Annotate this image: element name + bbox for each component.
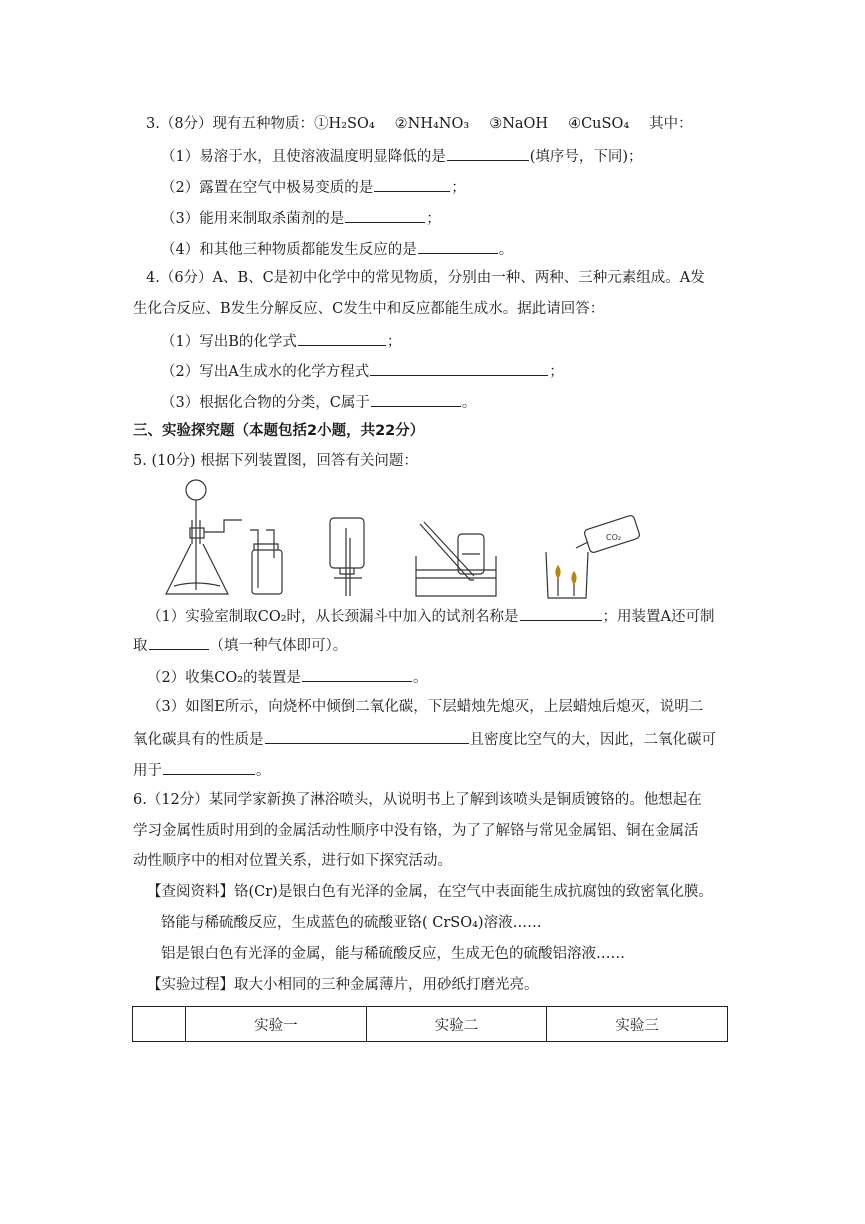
q4-part3	[161, 391, 476, 413]
answer-blank[interactable]	[371, 391, 461, 407]
process-text: 取大小相同的三种金属薄片，用砂纸打磨光亮。	[234, 977, 539, 993]
q3-option-4: ④CuSO₄	[568, 116, 630, 132]
q3-option-1: ①H₂SO₄	[314, 116, 375, 132]
info-label: 【查阅资料】	[147, 884, 234, 900]
q4-part1-text: （1）写出B的化学式	[161, 334, 297, 350]
q3-part4	[161, 238, 513, 260]
apparatus-d-trough	[416, 522, 496, 596]
answer-blank[interactable]	[149, 634, 209, 650]
q5-part1-line2	[133, 634, 347, 656]
q4-part2-suffix: ；	[549, 364, 564, 380]
table-row	[133, 1007, 728, 1042]
q3-part3-suffix: ；	[426, 211, 441, 227]
q6-info-line2: 铬能与稀硫酸反应，生成蓝色的硫酸亚铬( CrSO₄)溶液……	[161, 915, 542, 931]
q4-stem-line1: 4.（6分）A、B、C是初中化学中的常见物质，分别由一种、两种、三种元素组成。A发	[146, 270, 705, 286]
q3-stem-suffix: 其中：	[649, 116, 693, 132]
q4-part3-text: （3）根据化合物的分类，C属于	[161, 395, 370, 411]
q3-part1	[161, 145, 643, 167]
q6-stem-line2: 学习金属性质时用到的金属活动性顺序中没有铬，为了了解铬与常见金属铝、铜在金属活	[133, 823, 699, 839]
q3-part3-text: （3）能用来制取杀菌剂的是	[161, 211, 345, 227]
q4-part1-suffix: ；	[386, 334, 402, 350]
q5-part3-line1: （3）如图E所示，向烧杯中倾倒二氧化碳，下层蜡烛先熄灭，上层蜡烛后熄灭，说明二	[147, 699, 704, 715]
q3-option-2: ②NH₄NO₃	[394, 116, 470, 132]
apparatus-figure	[162, 478, 652, 600]
q6-info-line1	[147, 882, 713, 902]
q3-part2	[161, 176, 466, 198]
q5-part1-line2-suffix: （填一种气体即可）。	[209, 638, 348, 654]
q5-part3-line3	[133, 759, 271, 781]
q5-part3-line3-text: 用于	[133, 763, 162, 779]
apparatus-b-bottle	[250, 530, 282, 594]
q5-part2	[147, 666, 428, 688]
info-text: 铬(Cr)是银白色有光泽的金属，在空气中表面能生成抗腐蚀的致密氧化膜。	[234, 884, 713, 900]
table-header-cell: 实验三	[547, 1007, 728, 1042]
q3-stem	[146, 114, 693, 134]
q4-part1	[161, 330, 401, 352]
q5-part1-text: （1）实验室制取CO₂时，从长颈漏斗中加入的试剂名称是	[147, 609, 519, 625]
apparatus-e-beaker	[546, 515, 640, 598]
q3-part3	[161, 207, 441, 229]
q5-part2-suffix: 。	[413, 670, 428, 686]
answer-blank[interactable]	[370, 360, 548, 376]
q3-part4-suffix: 。	[498, 242, 514, 258]
q3-part1-text: （1）易溶于水，且使溶液温度明显降低的是	[161, 149, 446, 165]
q5-part1	[147, 605, 715, 627]
q6-info-line3: 铝是银白色有光泽的金属，能与稀硫酸反应，生成无色的硫酸铝溶液……	[161, 946, 625, 962]
answer-blank[interactable]	[345, 207, 425, 223]
answer-blank[interactable]	[302, 666, 412, 682]
q3-part2-suffix: ；	[451, 180, 466, 196]
q3-part4-text: （4）和其他三种物质都能发生反应的是	[161, 242, 417, 258]
q4-part2-text: （2）写出A生成水的化学方程式	[161, 364, 370, 380]
answer-blank[interactable]	[374, 176, 450, 192]
q5-part3-line2-text: 氧化碳具有的性质是	[133, 732, 264, 748]
answer-blank[interactable]	[418, 238, 498, 254]
q5-part3-line2	[133, 728, 716, 750]
apparatus-c-bottle	[330, 518, 364, 596]
q5-part3-line3-suffix: 。	[256, 763, 271, 779]
answer-blank[interactable]	[447, 145, 529, 161]
experiment-table	[132, 1006, 728, 1042]
answer-blank[interactable]	[265, 728, 469, 744]
q5-stem: 5. (10分) 根据下列装置图，回答有关问题：	[133, 453, 418, 469]
table-header-cell	[133, 1007, 186, 1042]
q5-part3-line2-suffix: 且密度比空气的大，因此，二氧化碳可	[469, 732, 716, 748]
q3-stem-text: 3.（8分）现有五种物质：	[146, 116, 315, 132]
q3-option-3: ③NaOH	[489, 116, 549, 132]
table-header-cell: 实验二	[366, 1007, 547, 1042]
q4-stem-line2: 生化合反应、B发生分解反应、C发生中和反应都能生成水。据此请回答：	[133, 301, 605, 317]
process-label: 【实验过程】	[147, 977, 234, 993]
answer-blank[interactable]	[298, 330, 386, 346]
q5-part1-line2-text: 取	[133, 638, 148, 654]
q4-part2	[161, 360, 564, 382]
q5-part1-suffix: ；用装置A还可制	[602, 609, 715, 625]
q5-part2-text: （2）收集CO₂的装置是	[147, 670, 302, 686]
q6-stem-line1: 6.（12分）某同学家新换了淋浴喷头，从说明书上了解到该喷头是铜质镀铬的。他想起在	[133, 792, 702, 808]
answer-blank[interactable]	[163, 759, 255, 775]
q3-part1-suffix: (填序号，下同)；	[529, 149, 643, 165]
table-header-cell: 实验一	[186, 1007, 367, 1042]
q3-part2-text: （2）露置在空气中极易变质的是	[161, 180, 374, 196]
co2-label: CO₂	[606, 533, 622, 542]
apparatus-a-flask	[166, 480, 242, 594]
q6-stem-line3: 动性顺序中的相对位置关系，进行如下探究活动。	[133, 853, 452, 869]
q4-part3-suffix: 。	[461, 395, 477, 411]
section-heading: 三、实验探究题（本题包括2小题，共22分）	[133, 423, 425, 439]
answer-blank[interactable]	[520, 605, 602, 621]
q6-process	[147, 975, 539, 995]
